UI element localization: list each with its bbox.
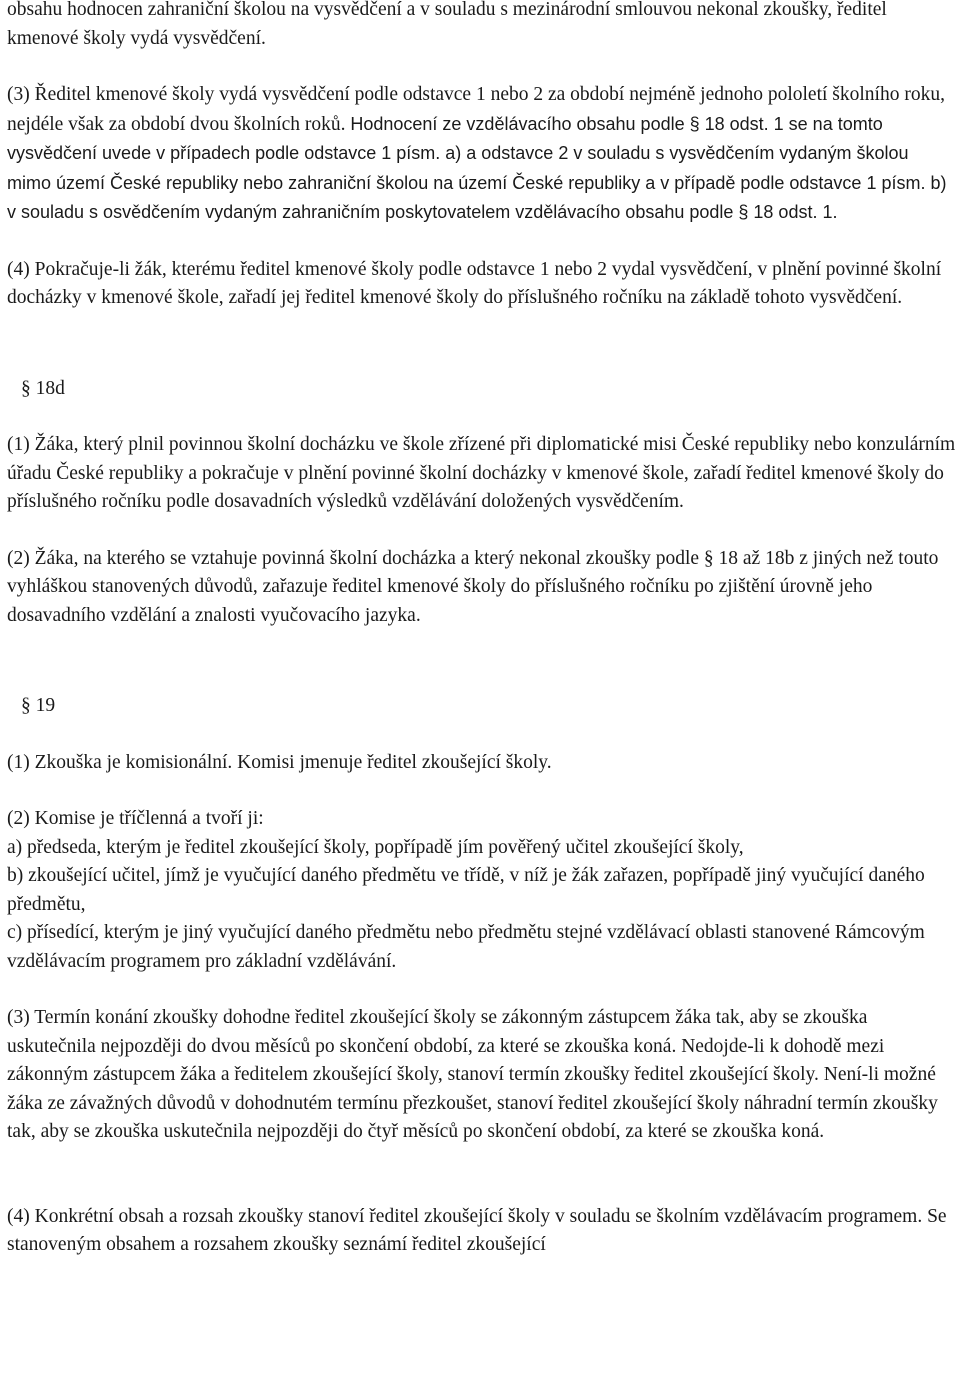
paragraph-19-2	[7, 805, 957, 976]
list-item-a: a) předseda, kterým je ředitel zkoušející školy, popřípadě jím pověřený učitel zkoušející školy,	[7, 836, 744, 858]
paragraph-19-1: (1) Zkouška je komisionální. Komisi jmenuje ředitel zkoušející školy.	[7, 751, 552, 773]
document-page	[7, 0, 957, 1260]
paragraph-19-3: (3) Termín konání zkoušky dohodne ředitel zkoušející školy se zákonným zástupcem žáka tak, aby se zkouška uskutečnila nejpozději do dvou měsíců po skončení období, za které se zkouška koná. Nedojde-li k dohodě mezi zákonným zástupcem žáka a ředitelem zkoušející školy, stanoví termín zkoušky ředitel zkoušející školy. Není-li možné žáka ze závažných důvodů v dohodnutém termínu přezkoušet, stanoví ředitel zkoušející školy náhradní termín zkoušky tak, aby se zkouška uskutečnila nejpozději do čtyř měsíců po skončení období, za které se zkouška koná.	[7, 1007, 938, 1142]
paragraph-18d-2: (2) Žáka, na kterého se vztahuje povinná školní docházka a který nekonal zkoušky podle § 18 až 18b z jiných než touto vyhláškou stanovených důvodů, zařazuje ředitel kmenové školy do příslušného ročníku po zjištění úrovně jeho dosavadního vzdělání a znalosti vyučovacího jazyka.	[7, 547, 939, 626]
section-heading-19: § 19	[21, 695, 56, 716]
list-item-b: b) zkoušející učitel, jímž je vyučující daného předmětu ve třídě, v níž je žák zařazen, popřípadě jiný vyučující daného předmětu,	[7, 865, 925, 915]
paragraph-continuation: obsahu hodnocen zahraniční školou na vysvědčení a v souladu s mezinárodní smlouvou nekonal zkoušky, ředitel kmenové školy vydá vysvědčení.	[7, 0, 887, 49]
paragraph-18c-3-b: Hodnocení ze vzdělávacího obsahu podle § 18 odst. 1 se na tomto vysvědčení uvede v případech podle odstavce 1 písm. a) a odstavce 2 v souladu s vysvědčením vydaným školou mimo území České republiky nebo zahraniční školou na území České republiky a v případě podle odstavce 1 písm. b) v souladu s osvědčením vydaným zahraničním poskytovatelem vzdělávacího obsahu podle § 18 odst. 1.	[7, 113, 947, 222]
paragraph-18d-1: (1) Žáka, který plnil povinnou školní docházku ve škole zřízené při diplomatické misi České republiky nebo konzulárním úřadu České republiky a pokračuje v plnění povinné školní docházky v kmenové škole, zařadí ředitel kmenové školy do příslušného ročníku podle dosavadních výsledků vzdělávání doložených vysvědčením.	[7, 434, 956, 512]
paragraph-19-4: (4) Konkrétní obsah a rozsah zkoušky stanoví ředitel zkoušející školy v souladu se školním vzdělávacím programem. Se stanoveným obsahem a rozsahem zkoušky seznámí ředitel zkoušející	[7, 1205, 947, 1255]
paragraph-19-2-intro: (2) Komise je tříčlenná a tvoří ji:	[7, 808, 264, 829]
section-heading-18d: § 18d	[21, 377, 65, 399]
paragraph-18c-3-a: (3) Ředitel kmenové školy vydá vysvědčení podle odstavce 1 nebo 2 za období nejméně jednoho pololetí školního roku, nejdéle však za období dvou školních roků.	[7, 84, 945, 135]
paragraph-18c-3	[7, 81, 957, 228]
list-item-c: c) přísedící, kterým je jiný vyučující daného předmětu nebo předmětu stejné vzdělávací oblasti stanovené Rámcovým vzdělávacím programem pro základní vzdělávání.	[7, 922, 925, 972]
paragraph-18c-4: (4) Pokračuje-li žák, kterému ředitel kmenové školy podle odstavce 1 nebo 2 vydal vysvědčení, v plnění povinné školní docházky v kmenové škole, zařadí jej ředitel kmenové školy do příslušného ročníku na základě tohoto vysvědčení.	[7, 258, 942, 308]
